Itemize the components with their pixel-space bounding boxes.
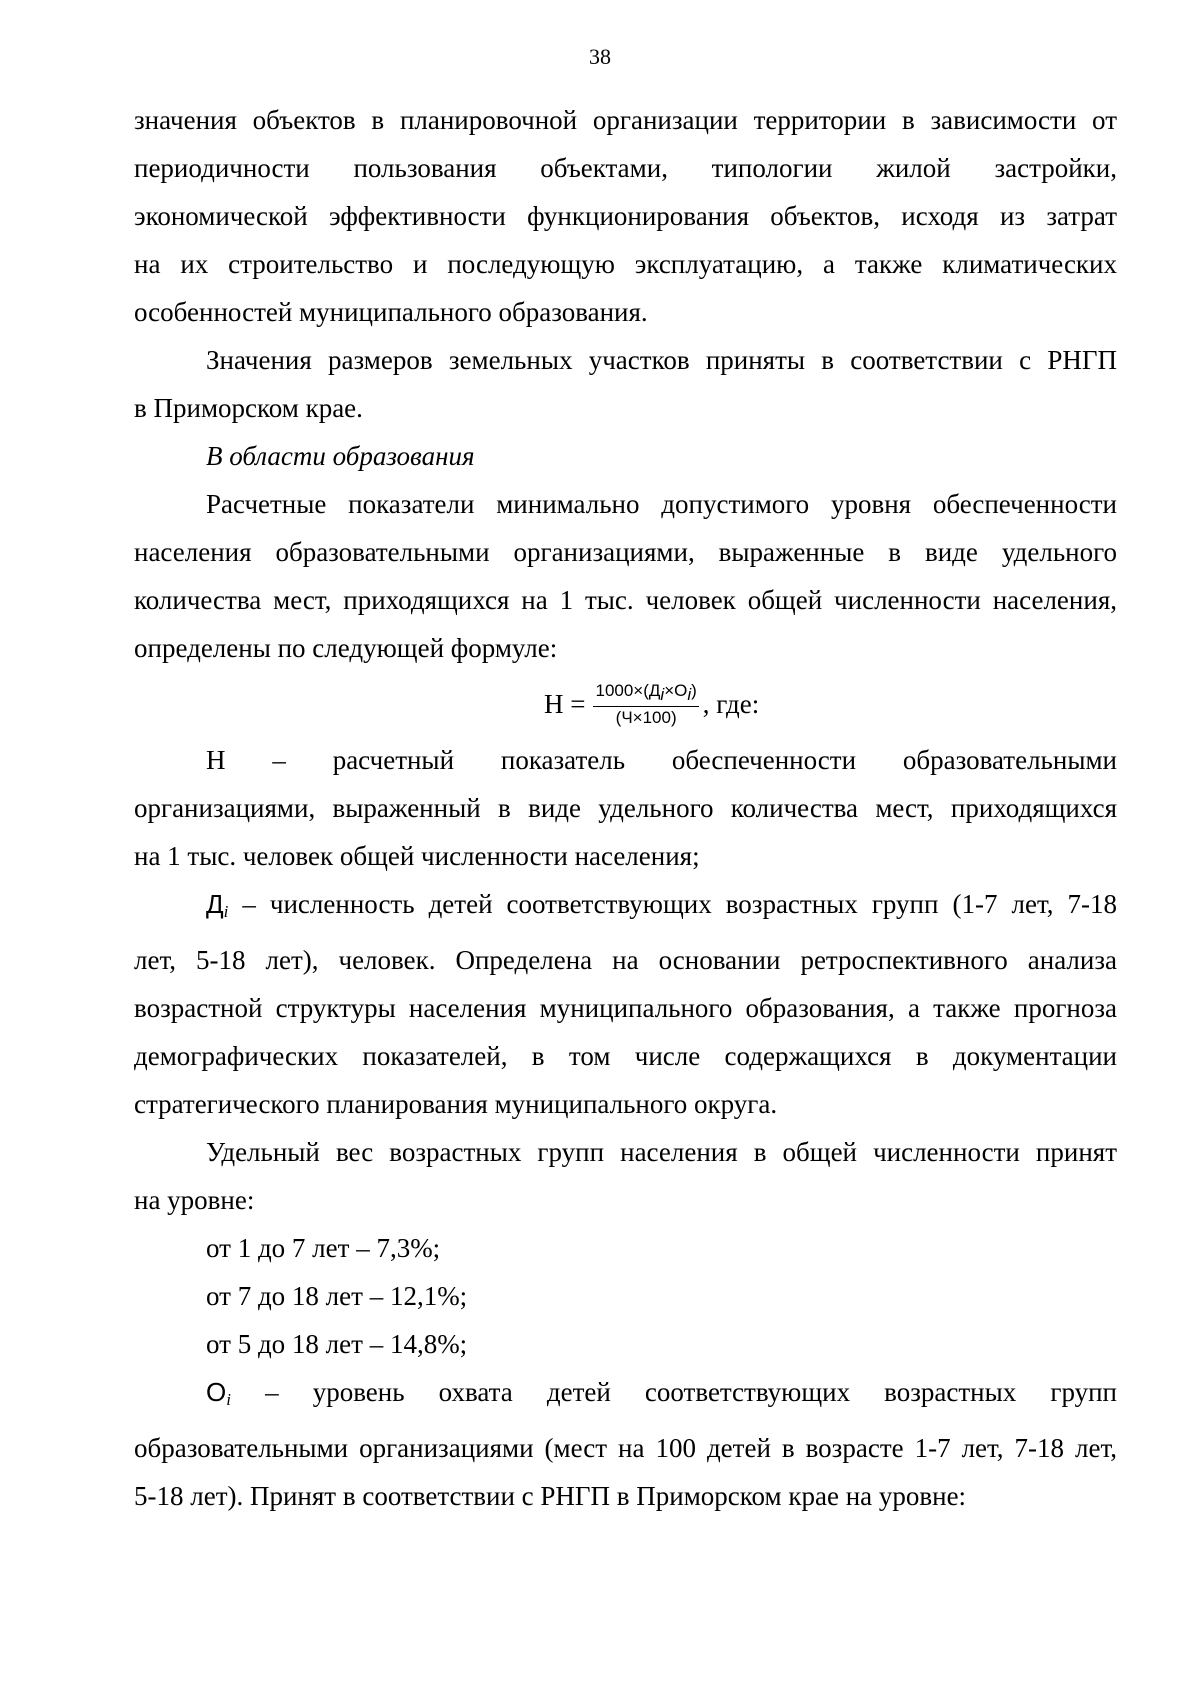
formula [544, 672, 759, 736]
list-item: от 7 до 18 лет – 12,1%; [206, 1281, 468, 1311]
paragraph-line: периодичности пользования объектами, типологии жилой застройки, [134, 153, 1117, 183]
paragraph-line: на их строительство и последующую эксплуатацию, а также климатических [134, 249, 1117, 279]
numerator-subscript: i [687, 684, 692, 704]
paragraph-line: количества мест, приходящихся на 1 тыс. человек общей численности населения, [134, 585, 1117, 615]
numerator-part: 1000×(Д [595, 680, 661, 700]
symbol-d: Д [206, 889, 224, 919]
formula-lhs: Н = [544, 689, 586, 719]
document-body [134, 96, 1117, 1520]
formula-block [134, 672, 1117, 736]
symbol-subscript: i [223, 902, 229, 921]
formula-tail: , где: [702, 689, 760, 719]
numerator-subscript: i [660, 684, 665, 704]
list-item: от 5 до 18 лет – 14,8%; [206, 1329, 468, 1359]
definition-line: лет, 5-18 лет), человек. Определена на основании ретроспективного анализа [134, 945, 1117, 975]
numerator-part: ×О [664, 680, 688, 700]
paragraph-line: на уровне: [134, 1185, 255, 1215]
definition-line: Н – расчетный показатель обеспеченности образовательными [206, 745, 1117, 775]
list-item: от 1 до 7 лет – 7,3%; [206, 1233, 441, 1263]
definition-line [134, 1368, 1117, 1424]
definition-text: – численность детей соответствующих возрастных групп (1-7 лет, 7-18 [228, 889, 1117, 919]
definition-line: возрастной структуры населения муниципального образования, а также прогноза [134, 993, 1117, 1023]
definition-line: образовательными организациями (мест на 100 детей в возрасте 1-7 лет, 7-18 лет, [134, 1433, 1117, 1463]
definition-line: на 1 тыс. человек общей численности населения; [134, 841, 700, 871]
paragraph-line: определены по следующей формуле: [134, 633, 558, 663]
definition-text: – уровень охвата детей соответствующих возрастных групп [230, 1377, 1117, 1407]
definition-line: демографических показателей, в том числе содержащихся в документации [134, 1041, 1117, 1071]
paragraph-line: Расчетные показатели минимально допустимого уровня обеспеченности [206, 489, 1117, 519]
definition-line: стратегического планирования муниципального округа. [134, 1089, 778, 1119]
definition-line [134, 880, 1117, 936]
formula-fraction [593, 680, 698, 729]
formula-numerator [593, 680, 698, 707]
paragraph-line: Удельный вес возрастных групп населения в общей численности принят [206, 1137, 1117, 1167]
definition-line: 5-18 лет). Принят в соответствии с РНГП в Приморском крае на уровне: [134, 1481, 967, 1511]
symbol-subscript: i [226, 1390, 231, 1409]
numerator-part: ) [691, 680, 697, 700]
paragraph-line: в Приморском крае. [134, 393, 363, 423]
section-heading: В области образования [206, 441, 475, 471]
page-number: 38 [589, 44, 611, 69]
paragraph-line: населения образовательными организациями, выраженные в виде удельного [134, 537, 1117, 567]
paragraph-line: экономической эффективности функционирования объектов, исходя из затрат [134, 201, 1117, 231]
symbol-o: О [206, 1377, 227, 1407]
definition-line: организациями, выраженный в виде удельного количества мест, приходящихся [134, 793, 1117, 823]
paragraph-line: Значения размеров земельных участков приняты в соответствии с РНГП [206, 345, 1117, 375]
formula-denominator: (Ч×100) [615, 707, 677, 727]
paragraph-line: особенностей муниципального образования. [134, 297, 648, 327]
paragraph-line: значения объектов в планировочной организации территории в зависимости от [134, 105, 1117, 135]
